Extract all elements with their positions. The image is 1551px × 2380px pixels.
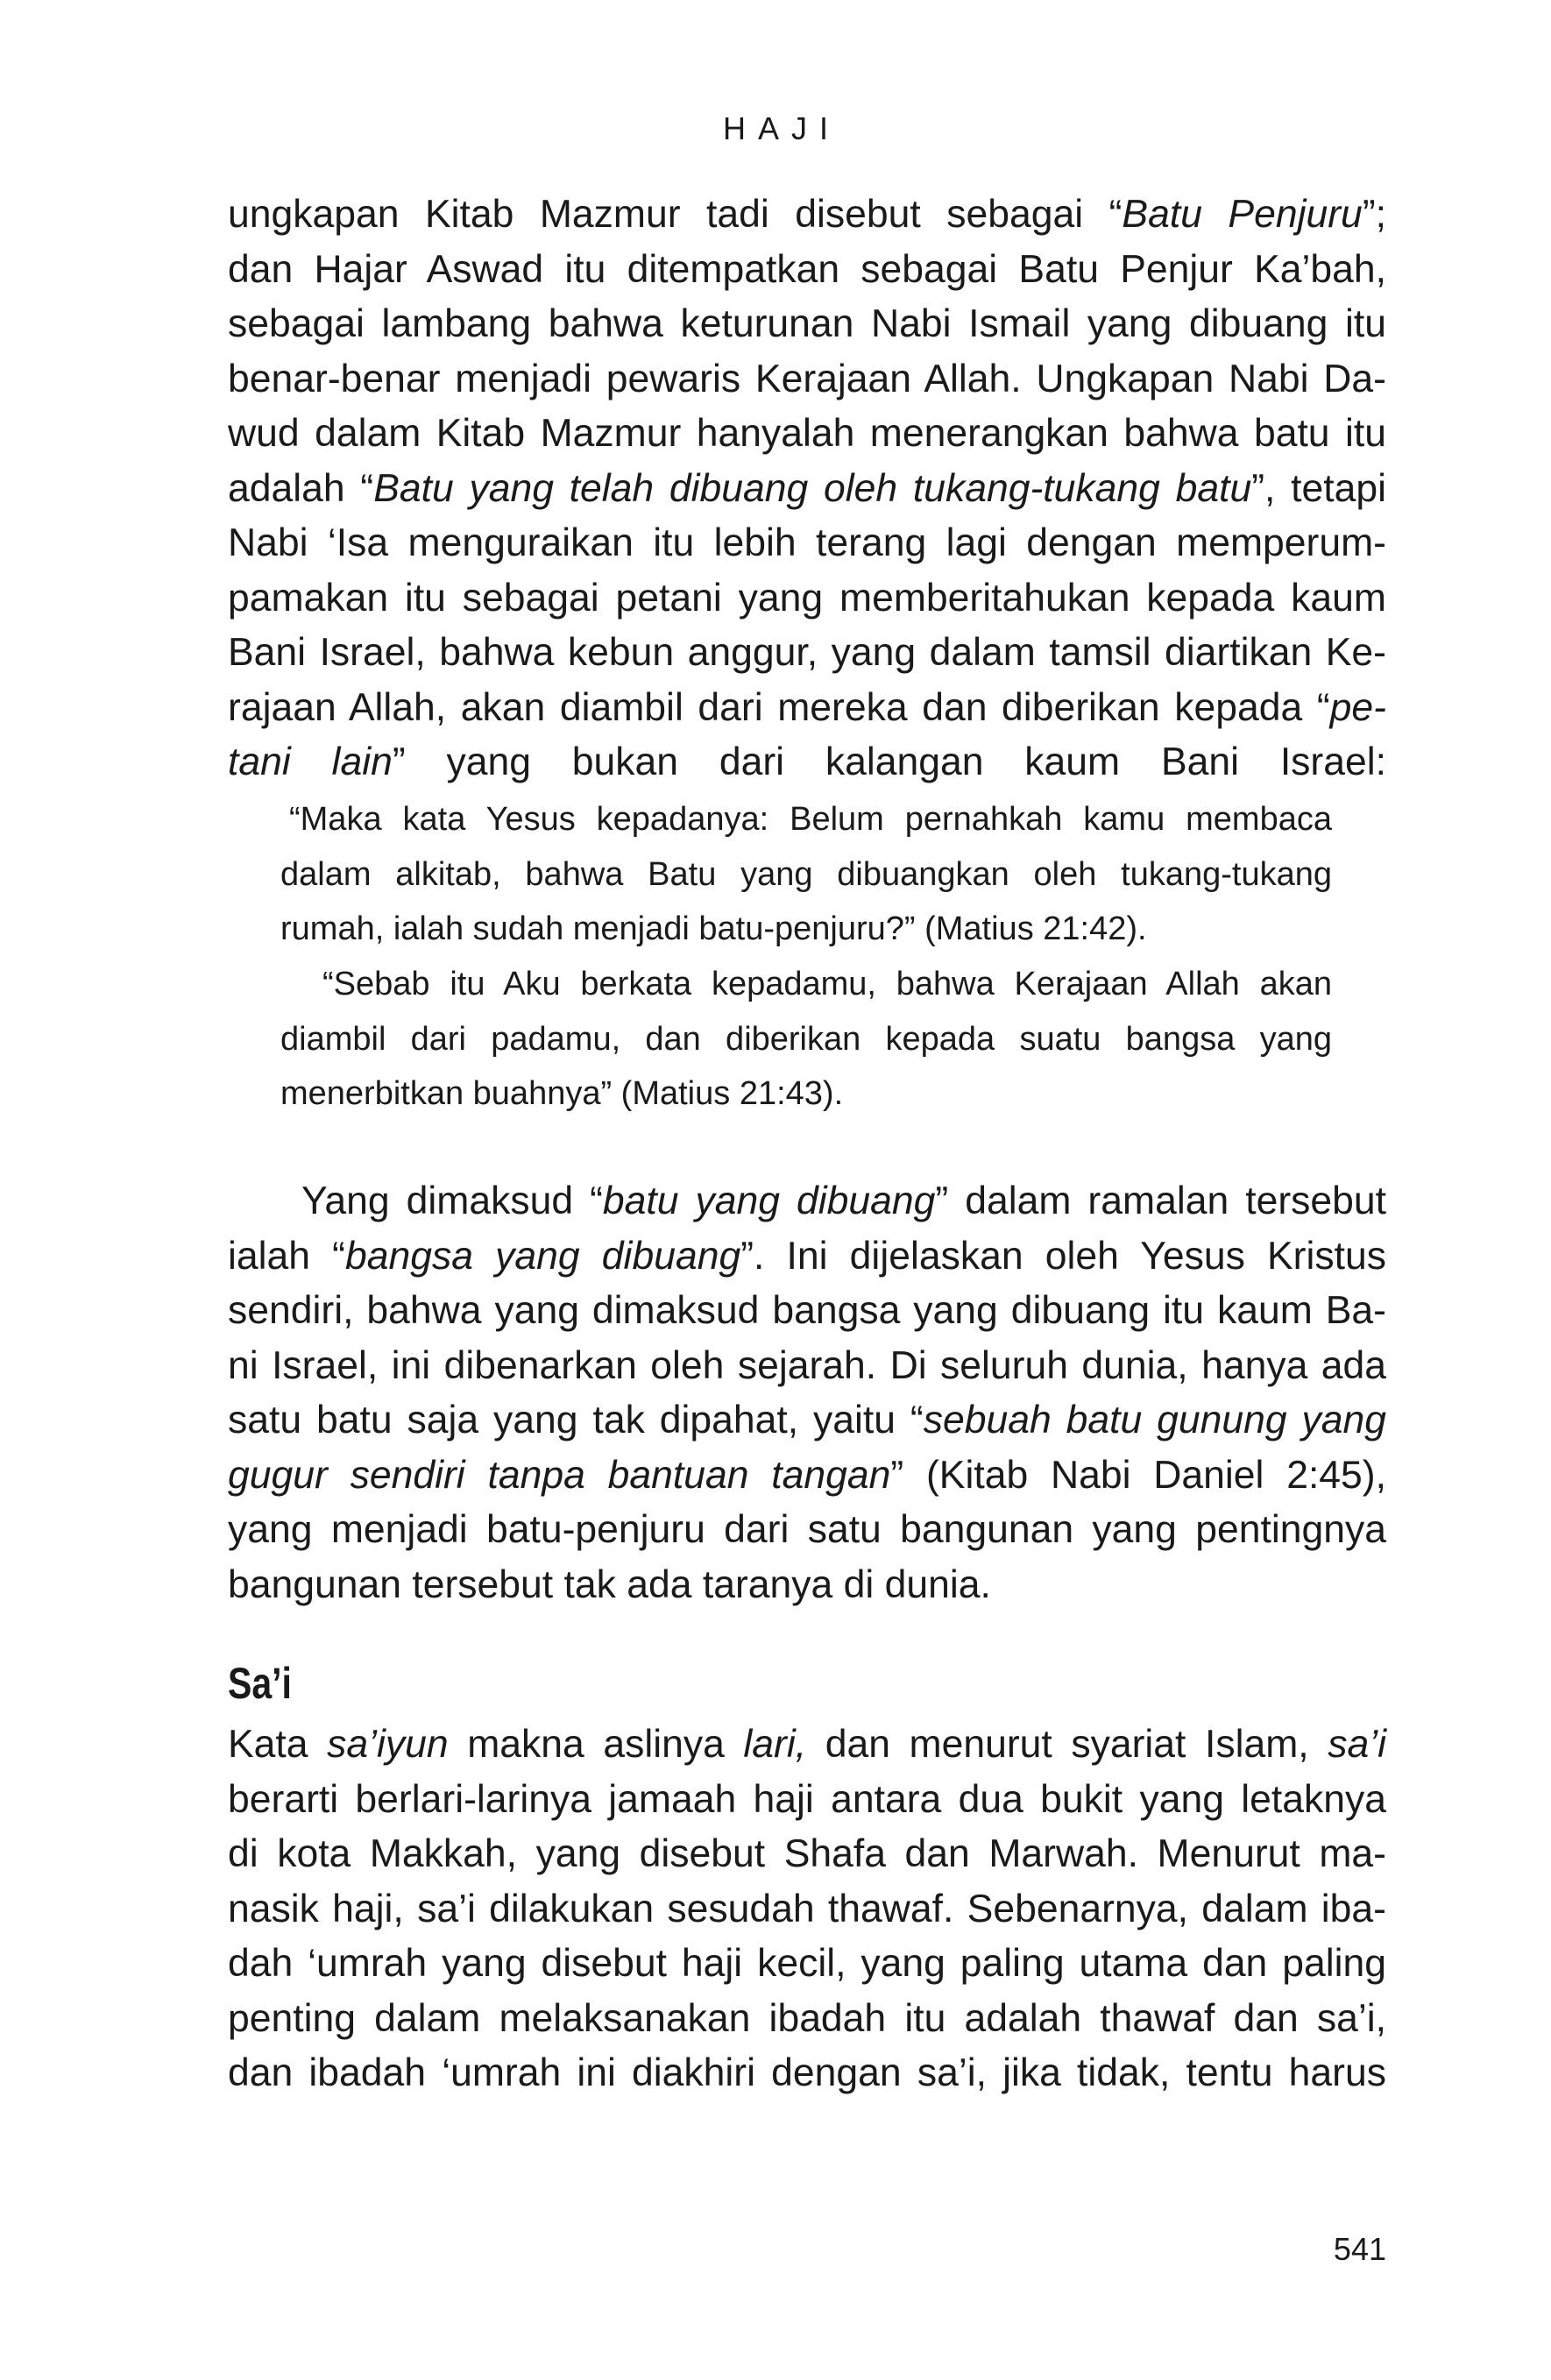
- text-run: ni Israel, ini dibenarkan oleh sejarah. Di seluruh dunia, hanya ada: [228, 1343, 1386, 1387]
- text-run: ungkapan Kitab Mazmur tadi disebut sebagai “: [228, 193, 1123, 236]
- text-line: [228, 681, 1386, 736]
- italic-run: pe-: [1329, 685, 1386, 729]
- text-run: sendiri, bahwa yang dimaksud bangsa yang dibuang itu kaum Ba-: [228, 1289, 1386, 1332]
- text-line: [280, 902, 1332, 957]
- text-line: [228, 1827, 1386, 1882]
- section-heading: Sa’i: [228, 1659, 292, 1708]
- text-run: dalam alkitab, bahwa Batu yang dibuangkan oleh tukang-tukang: [280, 855, 1332, 893]
- text-line: [228, 1229, 1386, 1285]
- text-line: [228, 1937, 1386, 1992]
- text-line: [228, 516, 1386, 571]
- text-run: nasik haji, sa’i dilakukan sesudah thawaf. Sebenarnya, dalam iba-: [228, 1887, 1386, 1930]
- text-line: [228, 1393, 1386, 1449]
- text-line: [228, 1992, 1386, 2047]
- text-run: dah ‘umrah yang disebut haji kecil, yang paling utama dan paling: [228, 1942, 1386, 1985]
- text-run: di kota Makkah, yang disebut Shafa dan Marwah. Menurut ma-: [228, 1832, 1386, 1875]
- text-run: Bani Israel, bahwa kebun anggur, yang dalam tamsil diartikan Ke-: [228, 631, 1386, 674]
- text-run: dan menurut syariat Islam,: [806, 1723, 1328, 1766]
- italic-run: lari,: [743, 1723, 807, 1766]
- text-line: [228, 626, 1386, 681]
- text-run: rajaan Allah, akan diambil dari mereka dan diberikan kepada “: [228, 685, 1330, 729]
- paragraph-2: [228, 1174, 1386, 1612]
- bible-quote-matius-21-43: [280, 957, 1332, 1122]
- italic-run: gugur sendiri tanpa bantuan tangan: [228, 1453, 891, 1497]
- text-run: Nabi ‘Isa menguraikan itu lebih terang lagi dengan memperum-: [228, 521, 1386, 564]
- text-run: ialah “: [228, 1234, 345, 1278]
- italic-run: Batu Penjuru: [1122, 193, 1363, 236]
- italic-run: batu yang dibuang: [602, 1179, 936, 1222]
- text-run: “Maka kata Yesus kepadanya: Belum pernahkah kamu membaca: [289, 801, 1332, 838]
- italic-run: bangsa yang dibuang: [345, 1234, 741, 1278]
- text-line: [228, 1558, 1386, 1613]
- italic-run: tani lain: [228, 740, 393, 783]
- text-run: ”, tetapi: [1251, 466, 1387, 510]
- text-line: [228, 1339, 1386, 1394]
- text-line: [228, 407, 1386, 462]
- running-head: HAJI: [722, 110, 840, 146]
- bible-quote-matius-21-42: [280, 792, 1332, 957]
- text-line: [228, 735, 1386, 790]
- text-line: [228, 297, 1386, 352]
- text-run: yang menjadi batu-penjuru dari satu bangunan yang pentingnya: [228, 1508, 1386, 1551]
- text-line: [228, 2046, 1386, 2101]
- text-run: Kata: [228, 1723, 328, 1766]
- text-run: Yang dimaksud “: [301, 1179, 603, 1222]
- text-run: satu batu saja yang tak dipahat, yaitu “: [228, 1399, 924, 1441]
- text-line: [228, 1882, 1386, 1937]
- paragraph-1: [228, 188, 1386, 790]
- text-line: [228, 1718, 1386, 1773]
- paragraph-3: [228, 1718, 1386, 2101]
- text-line: [280, 957, 1332, 1012]
- text-line: [280, 1066, 1332, 1122]
- text-run: diambil dari padamu, dan diberikan kepada suatu bangsa yang: [280, 1020, 1332, 1058]
- text-line: [228, 571, 1386, 627]
- text-run: bangunan tersebut tak ada taranya di dunia.: [228, 1562, 991, 1606]
- text-run: adalah “: [228, 466, 374, 510]
- text-line: [228, 352, 1386, 407]
- text-run: ” (Kitab Nabi Daniel 2:45),: [890, 1453, 1386, 1497]
- text-run: ” yang bukan dari kalangan kaum Bani Israel:: [392, 740, 1387, 783]
- text-line: [228, 1773, 1386, 1828]
- text-line: [280, 792, 1332, 847]
- text-run: dan ibadah ‘umrah ini diakhiri dengan sa’i, jika tidak, tentu harus: [228, 2051, 1386, 2094]
- text-run: berarti berlari-larinya jamaah haji antara dua bukit yang letaknya: [228, 1777, 1386, 1821]
- text-line: [228, 1503, 1386, 1558]
- text-run: ” dalam ramalan tersebut: [935, 1179, 1386, 1222]
- text-line: [228, 1174, 1386, 1229]
- text-line: [228, 462, 1386, 517]
- text-run: rumah, ialah sudah menjadi batu-penjuru?” (Matius 21:42).: [280, 910, 1147, 947]
- text-line: [228, 1284, 1386, 1339]
- text-run: makna aslinya: [448, 1723, 744, 1766]
- text-run: wud dalam Kitab Mazmur hanyalah menerangkan bahwa batu itu: [228, 412, 1386, 455]
- italic-run: sebuah batu gunung yang: [923, 1399, 1386, 1441]
- italic-run: sa’i: [1328, 1723, 1386, 1766]
- text-run: sebagai lambang bahwa keturunan Nabi Ismail yang dibuang itu: [228, 302, 1386, 345]
- italic-run: sa’iyun: [327, 1723, 449, 1766]
- text-run: menerbitkan buahnya” (Matius 21:43).: [280, 1075, 844, 1112]
- text-line: [228, 188, 1386, 243]
- text-run: “Sebab itu Aku berkata kepadamu, bahwa Kerajaan Allah akan: [322, 966, 1332, 1002]
- text-run: penting dalam melaksanakan ibadah itu adalah thawaf dan sa’i,: [228, 1996, 1386, 2040]
- text-run: pamakan itu sebagai petani yang memberitahukan kepada kaum: [228, 576, 1386, 620]
- italic-run: Batu yang telah dibuang oleh tukang-tukang batu: [373, 466, 1252, 510]
- text-line: [280, 1012, 1332, 1067]
- text-run: benar-benar menjadi pewaris Kerajaan Allah. Ungkapan Nabi Da-: [228, 357, 1386, 400]
- page-number: 541: [1333, 2231, 1386, 2267]
- text-line: [280, 847, 1332, 903]
- text-line: [228, 243, 1386, 298]
- text-run: dan Hajar Aswad itu ditempatkan sebagai Batu Penjur Ka’bah,: [228, 247, 1386, 291]
- text-line: [228, 1449, 1386, 1504]
- text-run: ”. Ini dijelaskan oleh Yesus Kristus: [740, 1234, 1386, 1278]
- text-run: ”;: [1362, 193, 1386, 236]
